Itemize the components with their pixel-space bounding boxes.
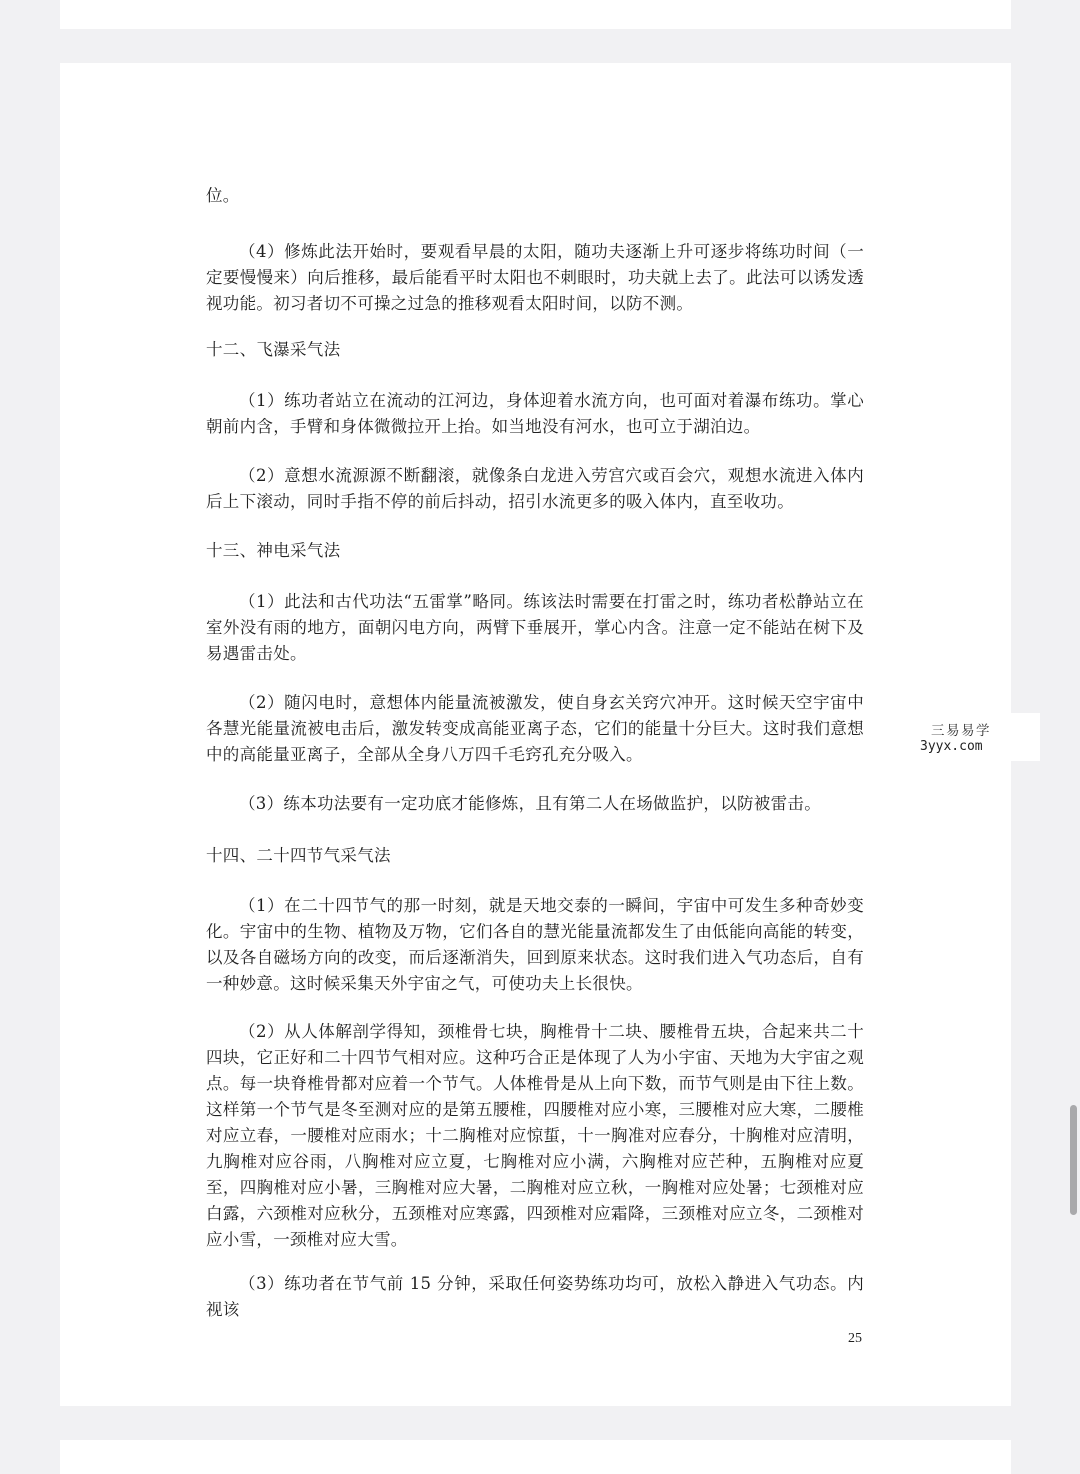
- heading-section-13: 十三、神电采气法: [206, 541, 341, 560]
- paragraph-13-1: （1）此法和古代功法“五雷掌”略同。练该法时需要在打雷之时，练功者松静站立在室外没有雨的地方，面朝闪电方向，两臂下垂展开，掌心内含。注意一定不能站在树下及易遇雷击处。: [206, 592, 864, 663]
- paragraph-13-2: （2）随闪电时，意想体内能量流被激发，使自身玄关窍穴冲开。这时候天空宇宙中各慧光能量流被电击后，激发转变成高能亚离子态，它们的能量十分巨大。这时我们意想中的高能量亚离子，全部从全身八万四千毛窍孔充分吸入。: [206, 693, 864, 764]
- heading-section-12: 十二、飞瀑采气法: [206, 340, 341, 359]
- paragraph-13-3: （3）练本功法要有一定功底才能修炼，且有第二人在场做监护，以防被雷击。: [239, 794, 821, 813]
- site-watermark: [909, 713, 1040, 761]
- previous-page-edge: [60, 0, 1011, 29]
- next-page-edge: [60, 1440, 1011, 1474]
- heading-section-14: 十四、二十四节气采气法: [206, 846, 391, 865]
- page-number: 25: [848, 1331, 862, 1346]
- vertical-scrollbar-thumb[interactable]: [1070, 1105, 1077, 1215]
- paragraph-12-2: （2）意想水流源源不断翻滚，就像条白龙进入劳宫穴或百会穴，观想水流进入体内后上下滚动，同时手指不停的前后抖动，招引水流更多的吸入体内，直至收功。: [206, 466, 864, 511]
- paragraph-12-1: （1）练功者站立在流动的江河边，身体迎着水流方向，也可面对着瀑布练功。掌心朝前内含，手臂和身体微微拉开上抬。如当地没有河水，也可立于湖泊边。: [206, 391, 864, 436]
- document-page: [60, 63, 1011, 1406]
- watermark-url: 3yyx.com: [920, 739, 983, 754]
- paragraph-top-fragment: 位。: [206, 186, 240, 205]
- paragraph-14-3: （3）练功者在节气前 15 分钟，采取任何姿势练功均可，放松入静进入气功态。内视该: [206, 1274, 864, 1319]
- paragraph-14-2: （2）从人体解剖学得知，颈椎骨七块，胸椎骨十二块、腰椎骨五块，合起来共二十四块，它正好和二十四节气相对应。这种巧合正是体现了人为小宇宙、天地为大宇宙之观点。每一块脊椎骨都对应着一个节气。人体椎骨是从上向下数，而节气则是由下往上数。这样第一个节气是冬至测对应的是第五腰椎，四腰椎对应小寒，三腰椎对应大寒，二腰椎对应立春，一腰椎对应雨水；十二胸椎对应惊蜇，十一胸准对应春分，十胸椎对应清明，九胸椎对应谷雨，八胸椎对应立夏，七胸椎对应小满，六胸椎对应芒种，五胸椎对应夏至，四胸椎对应小暑，三胸椎对应大暑，二胸椎对应立秋，一胸椎对应处暑；七颈椎对应白露，六颈椎对应秋分，五颈椎对应寒露，四颈椎对应霜降，三颈椎对应立冬，二颈椎对应小雪，一颈椎对应大雪。: [206, 1022, 864, 1249]
- paragraph-4: （4）修炼此法开始时，要观看早晨的太阳，随功夫逐渐上升可逐步将练功时间（一定要慢慢来）向后推移，最后能看平时太阳也不刺眼时，功夫就上去了。此法可以诱发透视功能。初习者切不可操之过急的推移观看太阳时间，以防不测。: [206, 242, 864, 313]
- paragraph-14-1: （1）在二十四节气的那一时刻，就是天地交泰的一瞬间，宇宙中可发生多种奇妙变化。宇宙中的生物、植物及万物，它们各自的慧光能量流都发生了由低能向高能的转变，以及各自磁场方向的改变，而后逐渐消失，回到原来状态。这时我们进入气功态后，自有一种妙意。这时候采集天外宇宙之气，可使功夫上长很快。: [206, 896, 864, 993]
- watermark-title: 三易易学: [931, 723, 991, 739]
